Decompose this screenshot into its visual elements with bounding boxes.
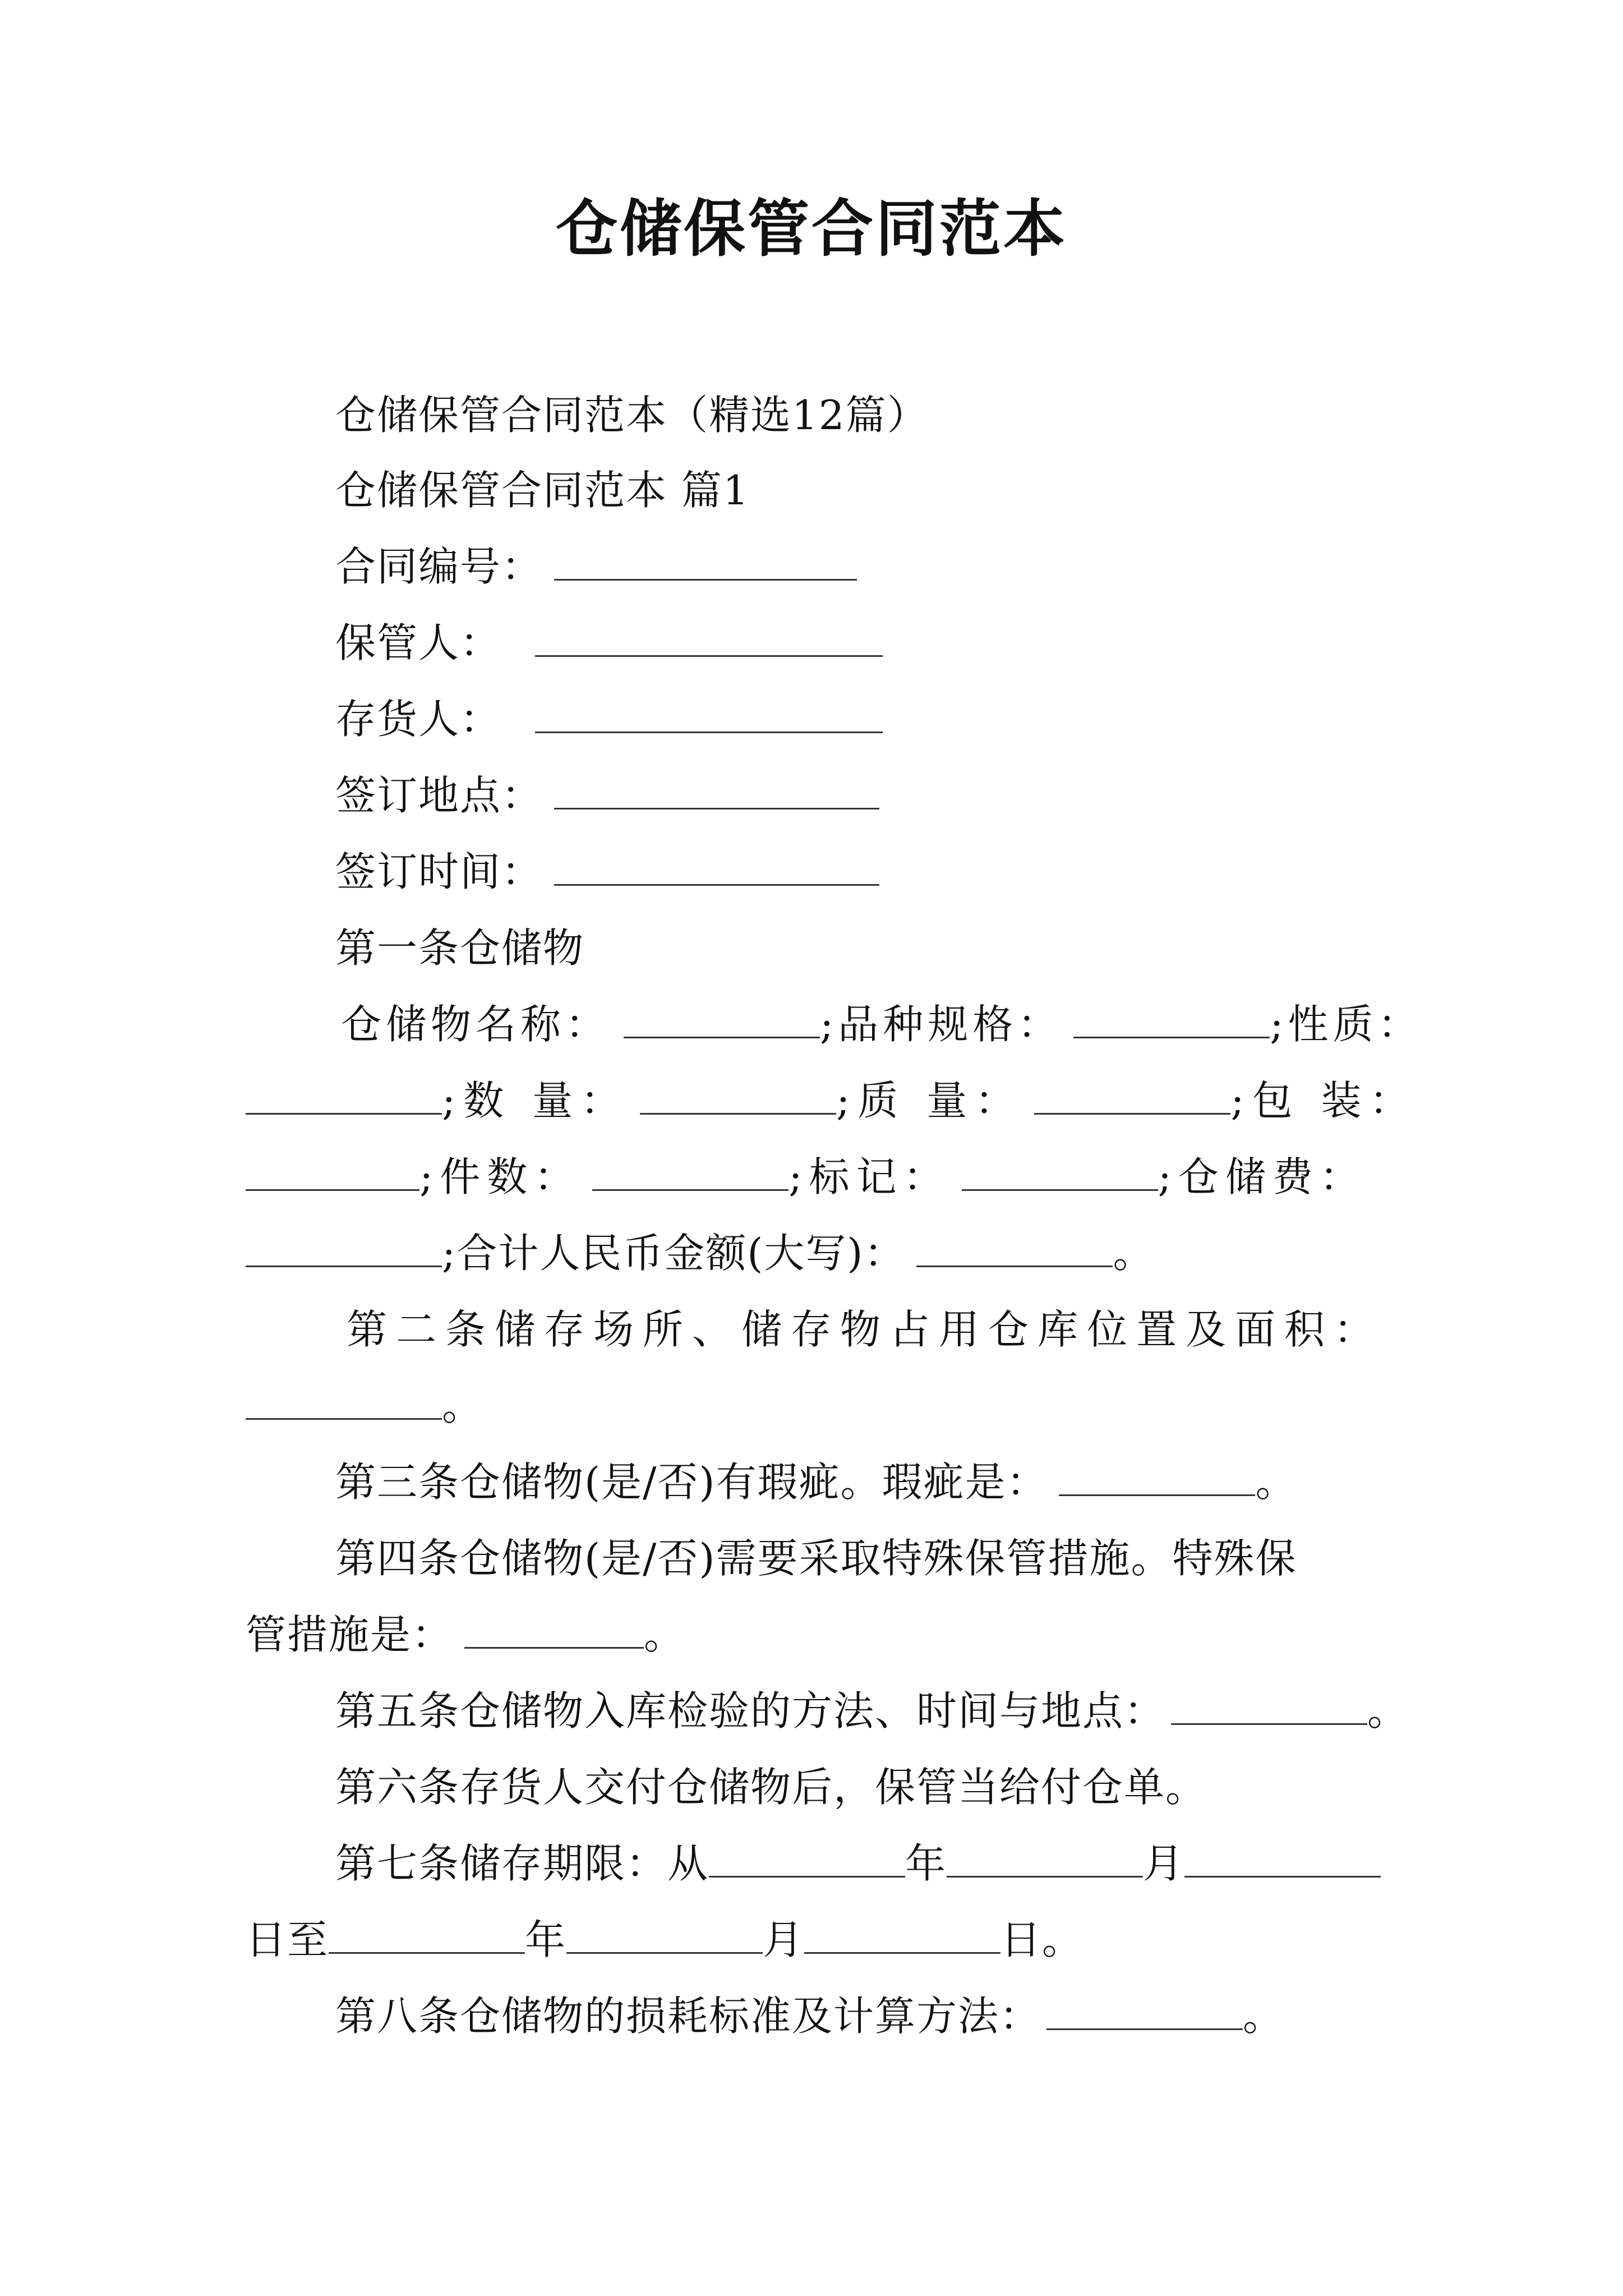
article1-line3 xyxy=(246,1149,1367,1205)
field-label: 保管人： xyxy=(335,619,502,666)
total-label: 合计人民币金额(大写)： xyxy=(457,1230,906,1277)
field-sign-place xyxy=(335,767,879,823)
article1-line2 xyxy=(246,1073,1417,1129)
article5-text: 第五条仓储物入库检验的方法、时间与地点： xyxy=(335,1687,1166,1734)
inspection-blank[interactable] xyxy=(1171,1688,1367,1725)
fee-label: 仓储费： xyxy=(1178,1153,1367,1200)
field-contract-number xyxy=(335,539,857,595)
pack-label: 包 装： xyxy=(1252,1077,1418,1124)
separator: ; xyxy=(419,1153,440,1200)
article1-line4 xyxy=(246,1225,1154,1281)
separator: ; xyxy=(442,1077,464,1124)
name-blank[interactable] xyxy=(624,1002,820,1038)
separator: ; xyxy=(1158,1153,1178,1200)
article4-line1: 第四条仓储物(是/否)需要采取特殊保管措施。特殊保 xyxy=(335,1535,1297,1582)
end-month-blank[interactable] xyxy=(566,1917,763,1954)
article7-line1 xyxy=(335,1835,1381,1892)
article7-text: 第七条储存期限：从 xyxy=(335,1840,709,1887)
day-end-label: 日。 xyxy=(1000,1916,1084,1963)
subtitle: 仓储保管合同范本（精选12篇） xyxy=(335,392,929,439)
nature-label: 性质： xyxy=(1288,1001,1423,1048)
contract-number-blank[interactable] xyxy=(554,544,857,581)
period: 。 xyxy=(644,1611,686,1658)
period: 。 xyxy=(1113,1230,1155,1277)
loss-standard-blank[interactable] xyxy=(1046,1994,1243,2030)
article3-text: 第三条仓储物(是/否)有瑕疵。瑕疵是： xyxy=(335,1458,1048,1506)
field-label: 合同编号： xyxy=(335,543,543,590)
field-label: 签订时间： xyxy=(335,848,543,895)
separator: ; xyxy=(789,1153,809,1200)
qty-blank[interactable] xyxy=(640,1078,836,1115)
article2-line2 xyxy=(246,1378,483,1434)
quality-blank[interactable] xyxy=(1034,1078,1230,1115)
month-label: 月 xyxy=(1143,1840,1185,1887)
separator: ; xyxy=(836,1077,858,1124)
special-measures-blank[interactable] xyxy=(464,1612,644,1649)
quality-label: 质 量： xyxy=(857,1077,1023,1124)
field-label: 存货人： xyxy=(335,696,502,743)
separator: ; xyxy=(442,1230,457,1277)
field-sign-time xyxy=(335,844,879,900)
end-day-blank[interactable] xyxy=(804,1917,1000,1954)
month-label: 月 xyxy=(763,1916,805,1963)
period: 。 xyxy=(442,1382,484,1429)
depositor-blank[interactable] xyxy=(535,697,883,733)
document-title: 仓储保管合同范本 xyxy=(556,192,1067,265)
keeper-blank[interactable] xyxy=(535,620,883,657)
article8-text: 第八条仓储物的损耗标准及计算方法： xyxy=(335,1993,1041,2040)
year-label: 年 xyxy=(905,1840,947,1887)
period: 。 xyxy=(1243,1993,1285,2040)
start-month-blank[interactable] xyxy=(947,1841,1143,1878)
count-blank[interactable] xyxy=(592,1154,789,1191)
article2-line1: 第二条储存场所、储存物占用仓库位置及面积： xyxy=(347,1306,1384,1353)
article6: 第六条存货人交付仓储物后，保管当给付仓单。 xyxy=(335,1764,1207,1811)
article1-line1 xyxy=(341,996,1423,1052)
count-label: 件数： xyxy=(440,1153,582,1200)
start-day-blank[interactable] xyxy=(1184,1841,1381,1878)
name-label: 仓储物名称： xyxy=(341,1001,611,1048)
fee-blank[interactable] xyxy=(246,1231,442,1267)
separator: ; xyxy=(1270,1001,1288,1048)
pack-blank[interactable] xyxy=(246,1154,419,1191)
field-keeper xyxy=(335,615,883,671)
start-year-blank[interactable] xyxy=(709,1841,905,1878)
spec-label: 品种规格： xyxy=(838,1001,1063,1048)
separator: ; xyxy=(820,1001,838,1048)
sign-time-blank[interactable] xyxy=(554,849,879,886)
mark-blank[interactable] xyxy=(962,1154,1158,1191)
field-label: 签订地点： xyxy=(335,772,543,819)
area-blank[interactable] xyxy=(246,1383,442,1420)
qty-label: 数 量： xyxy=(463,1077,629,1124)
article8 xyxy=(335,1988,1284,2044)
total-blank[interactable] xyxy=(916,1231,1113,1267)
section-heading: 仓储保管合同范本 篇1 xyxy=(335,467,750,514)
nature-blank[interactable] xyxy=(246,1078,442,1115)
day-to-label: 日至 xyxy=(246,1916,329,1963)
separator: ; xyxy=(1230,1077,1252,1124)
article4-text: 管措施是： xyxy=(246,1611,454,1658)
article5 xyxy=(335,1683,1409,1739)
year-label: 年 xyxy=(525,1916,567,1963)
period: 。 xyxy=(1367,1687,1409,1734)
period: 。 xyxy=(1255,1458,1297,1506)
defect-blank[interactable] xyxy=(1059,1460,1255,1496)
article3 xyxy=(335,1454,1297,1510)
spec-blank[interactable] xyxy=(1073,1002,1270,1038)
sign-place-blank[interactable] xyxy=(554,773,879,809)
field-depositor xyxy=(335,691,883,747)
article7-line2 xyxy=(246,1912,1083,1968)
end-year-blank[interactable] xyxy=(329,1917,525,1954)
article4-line2 xyxy=(246,1607,685,1663)
mark-label: 标记： xyxy=(809,1153,951,1200)
article1-heading: 第一条仓储物 xyxy=(335,924,585,972)
